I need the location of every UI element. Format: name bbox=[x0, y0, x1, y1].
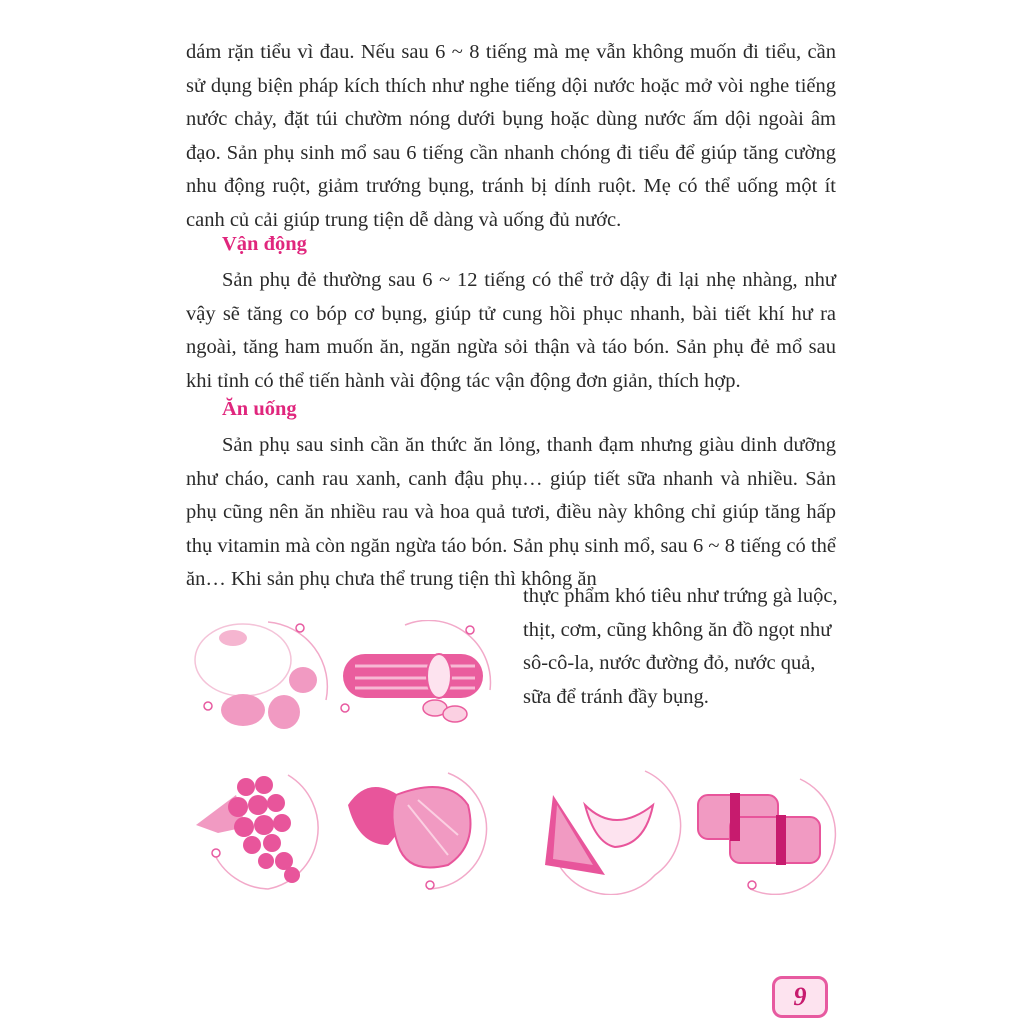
sushi-illustration bbox=[690, 765, 840, 895]
eating-paragraph-continued: thực phẩm khó tiêu như trứng gà luộc, thịt, cơm, cũng không ăn đồ ngọt như sô-cô-la, nước đường đỏ, nước quả, sữa để tránh đầy bụng. bbox=[523, 585, 838, 708]
intro-paragraph: dám rặn tiểu vì đau. Nếu sau 6 ~ 8 tiếng mà mẹ vẫn không muốn đi tiểu, cần sử dụng biện pháp kích thích như nghe tiếng dội nước hoặc mở vòi nghe tiếng nước chảy, đặt túi chườm nóng dưới bụng hoặc dùng nước ấm dội ngoài âm đạo. Sản phụ sinh mổ sau 6 tiếng cần nhanh chóng đi tiểu để giúp tăng cường nhu động ruột, giảm trướng bụng, tránh bị dính ruột. Mẹ có thể uống một ít canh củ cải giúp trung tiện dễ dàng và uống đủ nước. bbox=[186, 41, 836, 231]
grapes-illustration bbox=[188, 765, 338, 895]
bowl-potatoes-illustration bbox=[188, 610, 338, 750]
exercise-paragraph: Sản phụ đẻ thường sau 6 ~ 12 tiếng có thể trở dậy đi lại nhẹ nhàng, như vậy sẽ tăng co bóp cơ bụng, giúp tử cung hồi phục nhanh, bài tiết khí hư ra ngoài, tăng ham muốn ăn, ngăn ngừa sỏi thận và táo bón. Sản phụ đẻ mổ sau khi tỉnh có thể tiến hành vài động tác vận động đơn giản, thích hợp. bbox=[186, 269, 836, 392]
heading-exercise: Vận động bbox=[222, 233, 307, 255]
heading-eating: Ăn uống bbox=[222, 398, 297, 420]
page-number: 9 bbox=[772, 976, 828, 1018]
eating-paragraph: Sản phụ sau sinh cần ăn thức ăn lỏng, thanh đạm nhưng giàu dinh dưỡng như cháo, canh rau xanh, canh đậu phụ… giúp tiết sữa nhanh và nhiều. Sản phụ cũng nên ăn nhiều rau và hoa quả tươi, điều này không chỉ giúp tăng hấp thụ vitamin mà còn ngăn ngừa táo bón. Sản phụ sinh mổ, sau 6 ~ 8 tiếng có thể ăn… Khi sản phụ chưa thể trung tiện thì không ăn bbox=[186, 434, 836, 590]
cucumber-illustration bbox=[335, 620, 495, 740]
watermelon-illustration bbox=[535, 765, 685, 895]
cabbage-illustration bbox=[338, 765, 498, 895]
